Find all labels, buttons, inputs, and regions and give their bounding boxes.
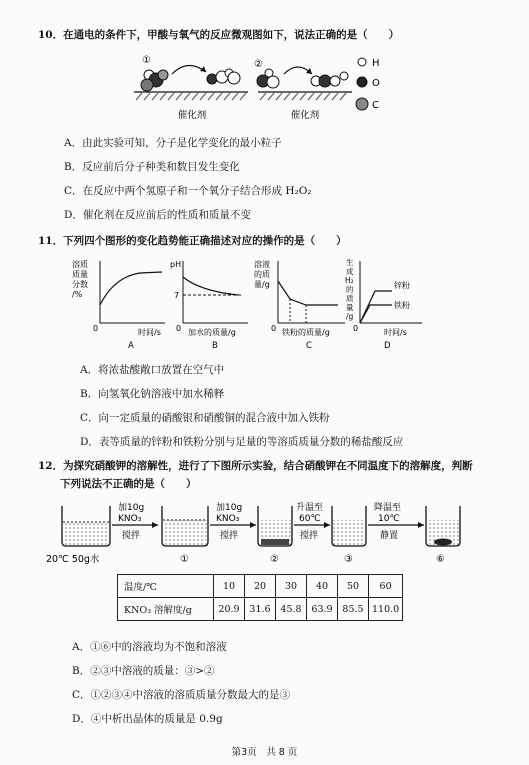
svg-text:10℃: 10℃ (378, 514, 400, 524)
q10-option-b: B．反应前后分子种类和数目发生变化 (64, 161, 240, 173)
legend-h: H (372, 58, 380, 69)
svg-text:质: 质 (346, 294, 354, 303)
q10-stem: 10．在通电的条件下，甲酸与氧气的反应微观图如下，说法正确的是（ ） (38, 29, 400, 41)
catalyst-label-1: 催化剂 (177, 110, 207, 121)
svg-text:0: 0 (93, 324, 99, 333)
page-footer: 第3页 共 8 页 (231, 747, 298, 758)
q10-option-d: D．催化剂在反应前后的性质和质量不变 (64, 209, 251, 221)
svg-text:的质: 的质 (254, 270, 270, 279)
svg-text:搅拌: 搅拌 (300, 531, 319, 541)
q10-option-a: A．由此实验可知，分子是化学变化的最小粒子 (64, 137, 282, 149)
svg-text:KNO₃: KNO₃ (216, 514, 240, 524)
svg-text:生: 生 (346, 258, 354, 267)
svg-text:搅拌: 搅拌 (220, 531, 239, 541)
c-atom (319, 75, 331, 87)
svg-text:0: 0 (271, 324, 277, 333)
q12-option-b: B．②③中溶液的质量：③>② (72, 665, 215, 677)
svg-text:C: C (306, 341, 312, 351)
svg-text:量: 量 (346, 303, 354, 312)
q12-stem-line1: 12．为探究硝酸钾的溶解性，进行了下图所示实验，结合硝酸钾在不同温度下的溶解度，判断 (38, 460, 473, 472)
svg-text:③: ③ (344, 554, 353, 565)
svg-text:时间/s: 时间/s (384, 328, 407, 337)
svg-text:时间/s: 时间/s (138, 328, 161, 337)
svg-text:搅拌: 搅拌 (122, 531, 141, 541)
o-atom (330, 76, 340, 86)
svg-text:成: 成 (346, 267, 354, 276)
table-header-label: 温度/℃ (118, 575, 214, 598)
legend-c: C (372, 100, 379, 111)
svg-text:铁粉: 铁粉 (394, 301, 410, 310)
table-row: KNO₃ 溶解度/g 20.9 31.6 45.8 63.9 85.5 110.0 (118, 598, 403, 621)
legend-h-symbol (358, 58, 366, 66)
svg-text:加水的质量/g: 加水的质量/g (188, 328, 236, 337)
svg-text:加10g: 加10g (216, 503, 243, 513)
o-atom (228, 72, 240, 84)
svg-text:⑥: ⑥ (436, 554, 445, 565)
q12-stem-line2: 下列说法不正确的是（ ） (60, 478, 197, 490)
h-atom (265, 69, 273, 77)
svg-text:升温至: 升温至 (296, 503, 324, 513)
q11-option-b: B．向氢氧化钠溶液中加水稀释 (80, 388, 225, 400)
start-label: 20℃ 50g水 (46, 554, 100, 565)
table-row: 温度/℃ 10 20 30 40 50 60 (118, 575, 403, 598)
o-atom (141, 79, 153, 91)
q11-stem: 11．下列四个图形的变化趋势能正确描述对应的操作的是（ ） (38, 235, 347, 247)
beaker-1 (162, 506, 208, 546)
q10-reaction-diagram (130, 52, 390, 127)
beaker-2 (258, 506, 292, 546)
svg-text:H₂: H₂ (345, 276, 354, 285)
svg-text:KNO₃: KNO₃ (118, 514, 142, 524)
beaker-start (62, 506, 110, 546)
diagram-label-1: ① (142, 55, 151, 66)
svg-text:溶液: 溶液 (254, 260, 270, 269)
catalyst-label-2: 催化剂 (290, 110, 320, 121)
graph-a (72, 259, 165, 351)
q10-option-c: C．在反应中两个氢原子和一个氧分子结合形成 H₂O₂ (64, 185, 312, 197)
q12-option-c: C．①②③④中溶液的溶质质量分数最大的是③ (72, 689, 291, 701)
table-row-label: KNO₃ 溶解度/g (118, 598, 214, 621)
svg-text:0: 0 (176, 324, 182, 333)
q11-option-a: A．将浓盐酸敞口放置在空气中 (80, 364, 225, 376)
svg-text:pH: pH (170, 260, 182, 269)
svg-text:锌粉: 锌粉 (394, 281, 410, 290)
svg-text:的: 的 (346, 285, 354, 294)
graph-b (170, 260, 248, 351)
svg-text:静置: 静置 (380, 531, 399, 541)
svg-text:②: ② (270, 554, 279, 565)
svg-text:D: D (384, 341, 391, 351)
svg-text:/g: /g (346, 312, 354, 321)
legend-c-symbol (356, 98, 368, 110)
svg-text:量/g: 量/g (254, 280, 270, 289)
svg-text:/%: /% (72, 290, 83, 299)
o-atom (267, 76, 279, 88)
svg-text:降温至: 降温至 (374, 503, 402, 513)
svg-text:①: ① (180, 554, 189, 565)
svg-text:溶质: 溶质 (72, 260, 88, 269)
graph-d (345, 257, 422, 351)
h-atom (340, 72, 348, 80)
svg-text:B: B (212, 341, 218, 351)
c-atom (207, 74, 217, 84)
q11-option-c: C．向一定质量的硝酸银和硝酸铜的混合液中加入铁粉 (80, 412, 330, 424)
q12-experiment-diagram (40, 498, 480, 570)
svg-text:0: 0 (353, 324, 359, 333)
q11-graphs (70, 255, 430, 353)
svg-text:铁粉的质量/g: 铁粉的质量/g (282, 328, 330, 337)
q11-option-d: D．表等质量的锌粉和铁粉分别与足量的等溶质质量分数的稀盐酸反应 (80, 436, 404, 448)
beaker-3 (332, 506, 366, 546)
q12-option-a: A．①⑥中的溶液均为不饱和溶液 (72, 641, 227, 653)
svg-text:7: 7 (174, 291, 180, 300)
legend-o-symbol (357, 77, 367, 87)
svg-text:质量: 质量 (72, 270, 88, 279)
svg-text:分数: 分数 (72, 280, 88, 289)
beaker-4 (426, 506, 460, 546)
diagram-label-2: ② (254, 59, 263, 70)
legend-o: O (372, 78, 380, 89)
svg-text:加10g: 加10g (118, 503, 145, 513)
graph-c (254, 259, 345, 351)
kno3-solubility-table (117, 574, 403, 621)
svg-text:60℃: 60℃ (299, 514, 321, 524)
o-atom (158, 70, 168, 80)
svg-text:A: A (128, 341, 134, 351)
q12-option-d: D．④中析出晶体的质量是 0.9g (72, 713, 223, 725)
